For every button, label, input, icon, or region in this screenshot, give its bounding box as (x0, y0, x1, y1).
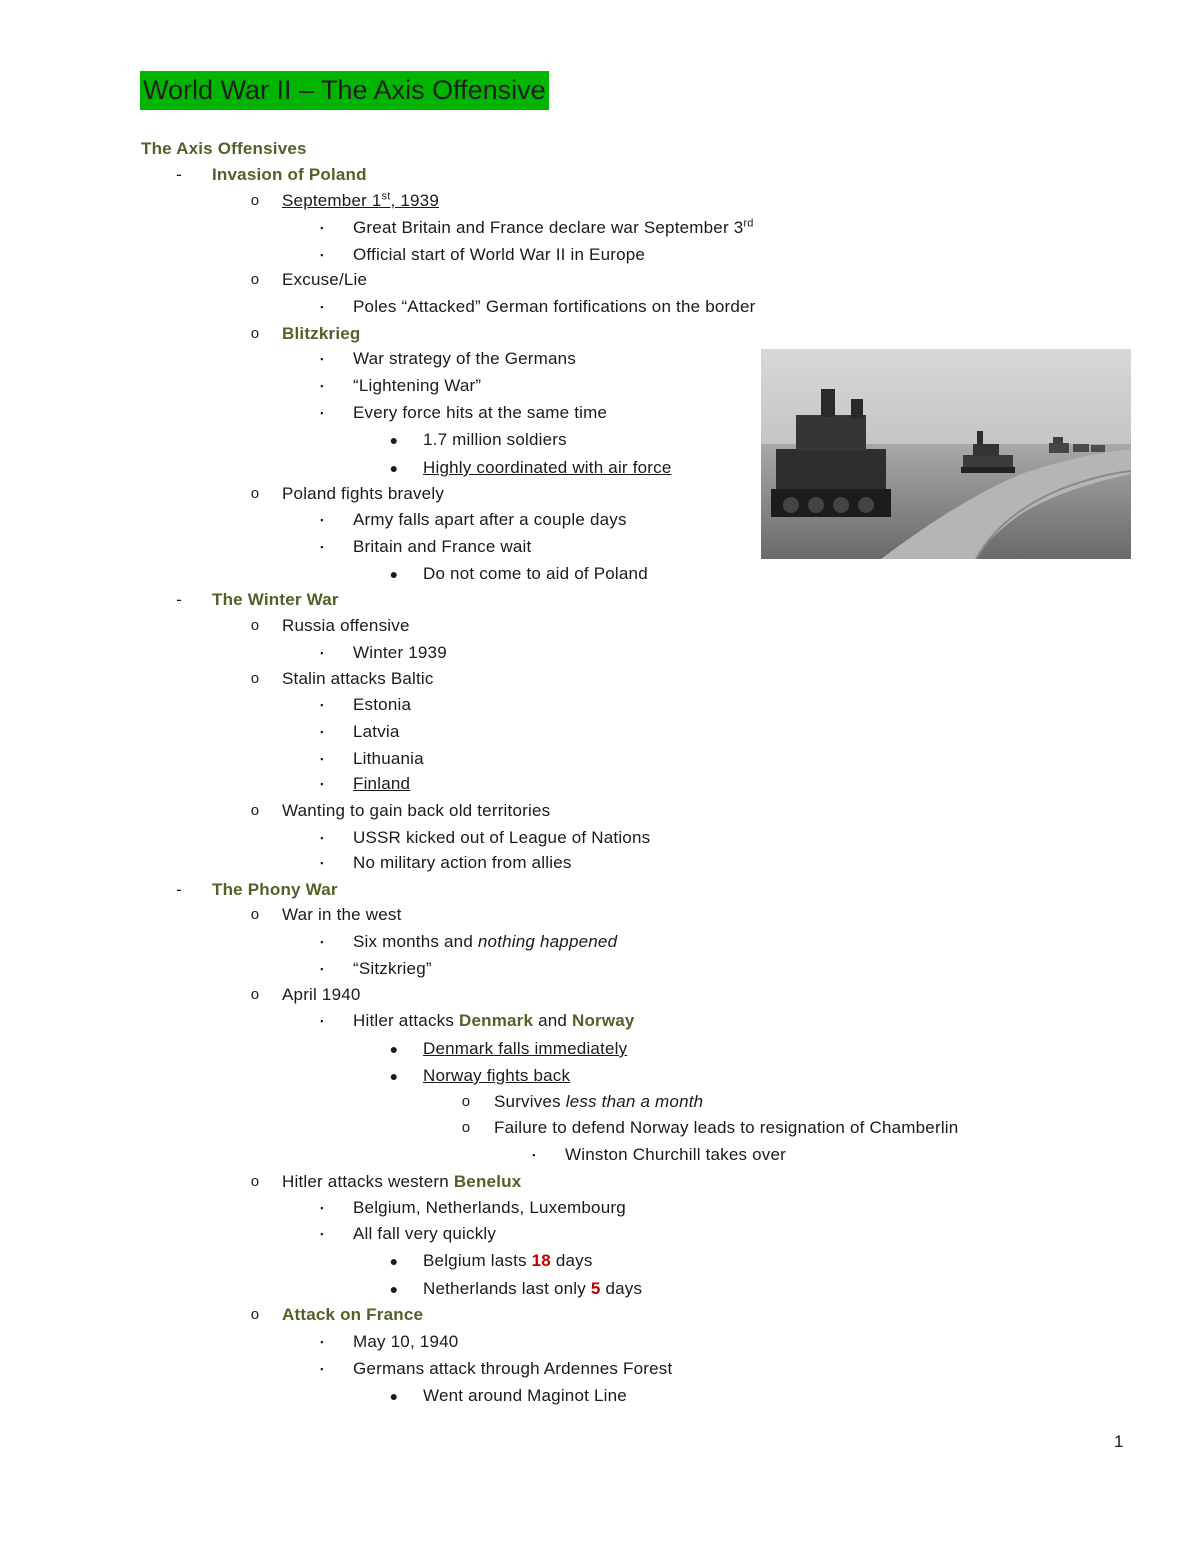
square-bullet-icon: ▪ (320, 648, 324, 658)
square-bullet-icon: ▪ (320, 515, 324, 525)
square-bullet-icon: ▪ (320, 381, 324, 391)
dot-bullet-icon: ● (389, 432, 399, 448)
dash-bullet-icon: - (176, 590, 182, 609)
square-bullet-icon: ▪ (320, 964, 324, 974)
square-bullet-icon: ▪ (320, 754, 324, 764)
circle-bullet-icon: o (461, 1093, 471, 1110)
square-bullet-icon: ▪ (320, 858, 324, 868)
dash-bullet-icon: - (176, 880, 182, 899)
square-bullet-icon: ▪ (320, 1016, 324, 1026)
dot-bullet-icon: ● (389, 1281, 399, 1297)
circle-bullet-icon: o (250, 906, 260, 923)
square-bullet-icon: ▪ (320, 833, 324, 843)
dot-bullet-icon: ● (389, 1388, 399, 1404)
circle-bullet-icon: o (250, 192, 260, 209)
circle-bullet-icon: o (250, 617, 260, 634)
dot-bullet-icon: ● (389, 1068, 399, 1084)
square-bullet-icon: ▪ (532, 1150, 536, 1160)
circle-bullet-icon: o (250, 325, 260, 342)
square-bullet-icon: ▪ (320, 1229, 324, 1239)
circle-bullet-icon: o (250, 670, 260, 687)
page-number: 1 (1114, 1432, 1124, 1451)
dash-bullet-icon: - (176, 165, 182, 184)
circle-bullet-icon: o (250, 1173, 260, 1190)
square-bullet-icon: ▪ (320, 1364, 324, 1374)
square-bullet-icon: ▪ (320, 250, 324, 260)
dot-bullet-icon: ● (389, 566, 399, 582)
square-bullet-icon: ▪ (320, 354, 324, 364)
square-bullet-icon: ▪ (320, 700, 324, 710)
square-bullet-icon: ▪ (320, 1203, 324, 1213)
circle-bullet-icon: o (250, 802, 260, 819)
square-bullet-icon: ▪ (320, 727, 324, 737)
square-bullet-icon: ▪ (320, 937, 324, 947)
square-bullet-icon: ▪ (320, 408, 324, 418)
circle-bullet-icon: o (250, 485, 260, 502)
dot-bullet-icon: ● (389, 460, 399, 476)
square-bullet-icon: ▪ (320, 542, 324, 552)
dot-bullet-icon: ● (389, 1041, 399, 1057)
tank-photo-drawing (761, 349, 1131, 559)
square-bullet-icon: ▪ (320, 779, 324, 789)
tank-column-photo (761, 349, 1131, 559)
circle-bullet-icon: o (461, 1119, 471, 1136)
circle-bullet-icon: o (250, 271, 260, 288)
dot-bullet-icon: ● (389, 1253, 399, 1269)
square-bullet-icon: ▪ (320, 302, 324, 312)
circle-bullet-icon: o (250, 986, 260, 1003)
circle-bullet-icon: o (250, 1306, 260, 1323)
document-title: World War II – The Axis Offensive (140, 71, 549, 110)
square-bullet-icon: ▪ (320, 1337, 324, 1347)
square-bullet-icon: ▪ (320, 223, 324, 233)
